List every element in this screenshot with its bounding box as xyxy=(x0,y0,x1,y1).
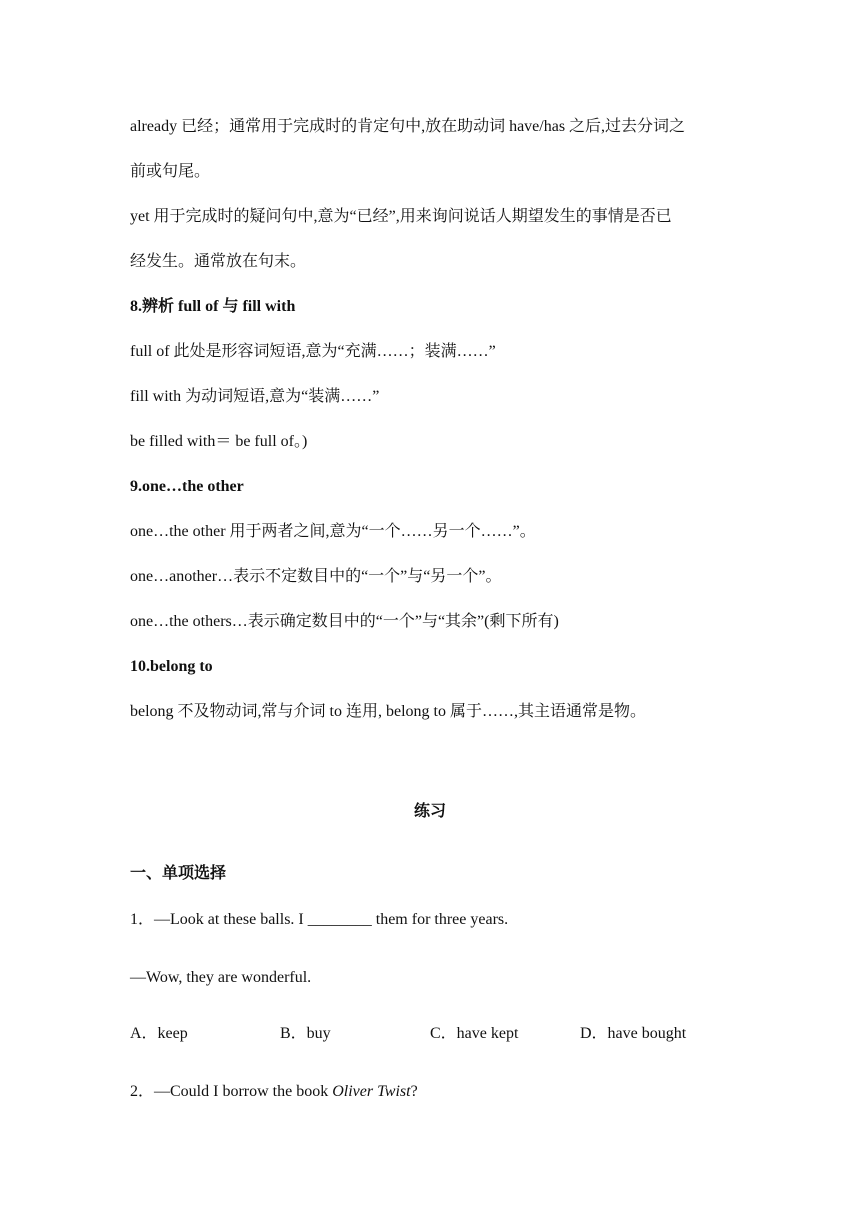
question-2-book-title: Oliver Twist xyxy=(332,1083,411,1100)
note-one-the-others: one…the others…表示确定数目中的“一个”与“其余”(剩下所有) xyxy=(130,613,559,630)
note-filled-with: be filled with＝ be full of。) xyxy=(130,433,308,450)
note-belong: belong 不及物动词,常与介词 to 连用, belong to 属于……,其主语通常是物。 xyxy=(130,703,646,720)
note-one-the-other: one…the other 用于两者之间,意为“一个……另一个……”。 xyxy=(130,523,536,540)
note-yet-line1: yet 用于完成时的疑问句中,意为“已经”,用来询问说话人期望发生的事情是否已 xyxy=(130,208,672,225)
note-yet-line2: 经发生。通常放在句末。 xyxy=(130,253,307,270)
question-1-stem: 1．—Look at these balls. I ________ them for three years. xyxy=(130,911,509,928)
heading-10: 10.belong to xyxy=(130,658,213,675)
question-1-reply: —Wow, they are wonderful. xyxy=(130,969,312,986)
question-2-prefix: 2．—Could I borrow the book xyxy=(130,1083,333,1100)
option-d[interactable]: D．have bought xyxy=(580,1025,687,1042)
option-c[interactable]: C．have kept xyxy=(430,1025,519,1042)
option-a[interactable]: A．keep xyxy=(130,1025,188,1042)
option-b[interactable]: B．buy xyxy=(280,1025,331,1042)
note-already-line2: 前或句尾。 xyxy=(130,163,211,180)
question-2-suffix: ? xyxy=(410,1083,418,1100)
heading-8: 8.辨析 full of 与 fill with xyxy=(130,298,296,315)
note-fill-with: fill with 为动词短语,意为“装满……” xyxy=(130,388,380,405)
question-2-stem xyxy=(130,1082,418,1102)
exercise-title: 练习 xyxy=(413,803,446,820)
note-full-of: full of 此处是形容词短语,意为“充满……；装满……” xyxy=(130,343,496,360)
note-one-another: one…another…表示不定数目中的“一个”与“另一个”。 xyxy=(130,568,502,585)
note-already-line1: already 已经；通常用于完成时的肯定句中,放在助动词 have/has 之后,过去分词之 xyxy=(130,118,686,135)
heading-9: 9.one…the other xyxy=(130,478,244,495)
section-heading-single-choice: 一、单项选择 xyxy=(130,865,227,882)
